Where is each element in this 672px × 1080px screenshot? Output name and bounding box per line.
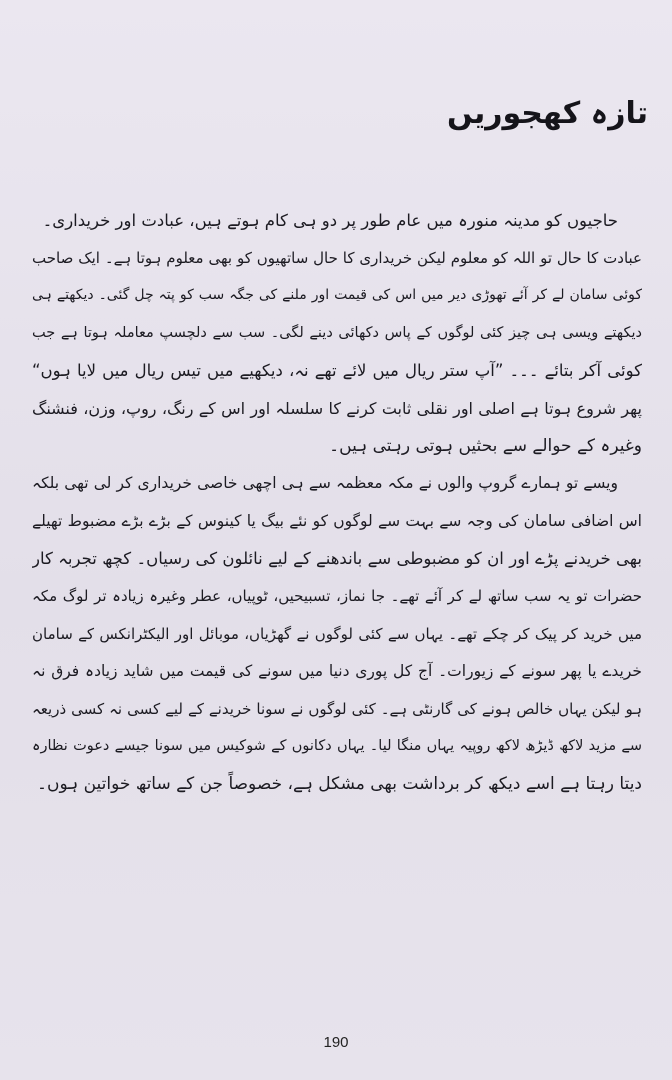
text-line: حضرات تو یہ سب ساتھ لے کر آئے تھے۔ جا نماز، تسبیحیں، ٹوپیاں، عطر وغیرہ زیادہ تر لوگ مکہ — [32, 586, 642, 605]
text-line: وغیرہ کے حوالے سے بحثیں ہوتی رہتی ہیں۔ — [329, 435, 642, 456]
body-text — [32, 202, 642, 804]
text-line: کوئی سامان لے کر آئے تھوڑی دیر میں اس کی قیمت اور ملنے کی جگہ سب کو پتہ چل گئی۔ دیکھتے ہی — [32, 287, 642, 304]
text-line: اس اضافی سامان کی وجہ سے بہت سے لوگوں کو نئے بیگ یا کینوس کے بڑے بڑے مضبوط تھیلے — [32, 511, 642, 530]
text-line: دیکھتے ویسی ہی چیز کئی لوگوں کے پاس دکھائی دینے لگی۔ سب سے دلچسپ معاملہ ہوتا ہے جب — [32, 324, 642, 341]
chapter-title: تازہ کھجوریں — [446, 96, 648, 131]
text-line: سے مزید لاکھ ڈیڑھ لاکھ روپیہ یہاں منگا لیا۔ یہاں دکانوں کے شوکیس میں سونا جیسے دعوت نظارہ — [32, 738, 642, 755]
page-number: 190 — [323, 1034, 349, 1051]
text-line: بھی خریدنے پڑے اور ان کو مضبوطی سے باندھنے کے لیے نائلون کی رسیاں۔ کچھ تجربہ کار — [32, 549, 642, 569]
text-line: عبادت کا حال تو اللہ کو معلوم لیکن خریداری کا حال ساتھیوں کو بھی معلوم ہوتا ہے۔ ایک صاحب — [32, 248, 642, 267]
text-line: حاجیوں کو مدینہ منورہ میں عام طور پر دو ہی کام ہوتے ہیں، عبادت اور خریداری۔ — [42, 211, 618, 230]
text-line: کوئی آکر بتائے ۔۔۔ ”آپ ستر ریال میں لائے تھے نہ، دیکھیے میں تیس ریال میں لایا ہوں“ — [32, 361, 642, 381]
text-line: دیتا رہتا ہے اسے دیکھ کر برداشت بھی مشکل ہے، خصوصاً جن کے ساتھ خواتین ہوں۔ — [37, 773, 642, 794]
text-line: میں خرید کر پیک کر چکے تھے۔ یہاں سے کئی لوگوں نے گھڑیاں، موبائل اور الیکٹرانکس کے سامان — [32, 624, 642, 643]
text-line: پھر شروع ہوتا ہے اصلی اور نقلی ثابت کرنے کا سلسلہ اور اس کے رنگ، روپ، وزن، فنشنگ — [32, 398, 642, 418]
text-line: خریدے یا پھر سونے کے زیورات۔ آج کل پوری دنیا میں سونے کی قیمت میں شاید زیادہ فرق نہ — [32, 662, 642, 681]
text-line: ہو لیکن یہاں خالص ہونے کی گارنٹی ہے۔ کئی لوگوں نے سونا خریدنے کے لیے کسی نہ کسی ذریعہ — [32, 699, 642, 718]
text-line: ویسے تو ہمارے گروپ والوں نے مکہ معظمہ سے ہی اچھی خاصی خریداری کر لی تھی بلکہ — [32, 474, 618, 493]
